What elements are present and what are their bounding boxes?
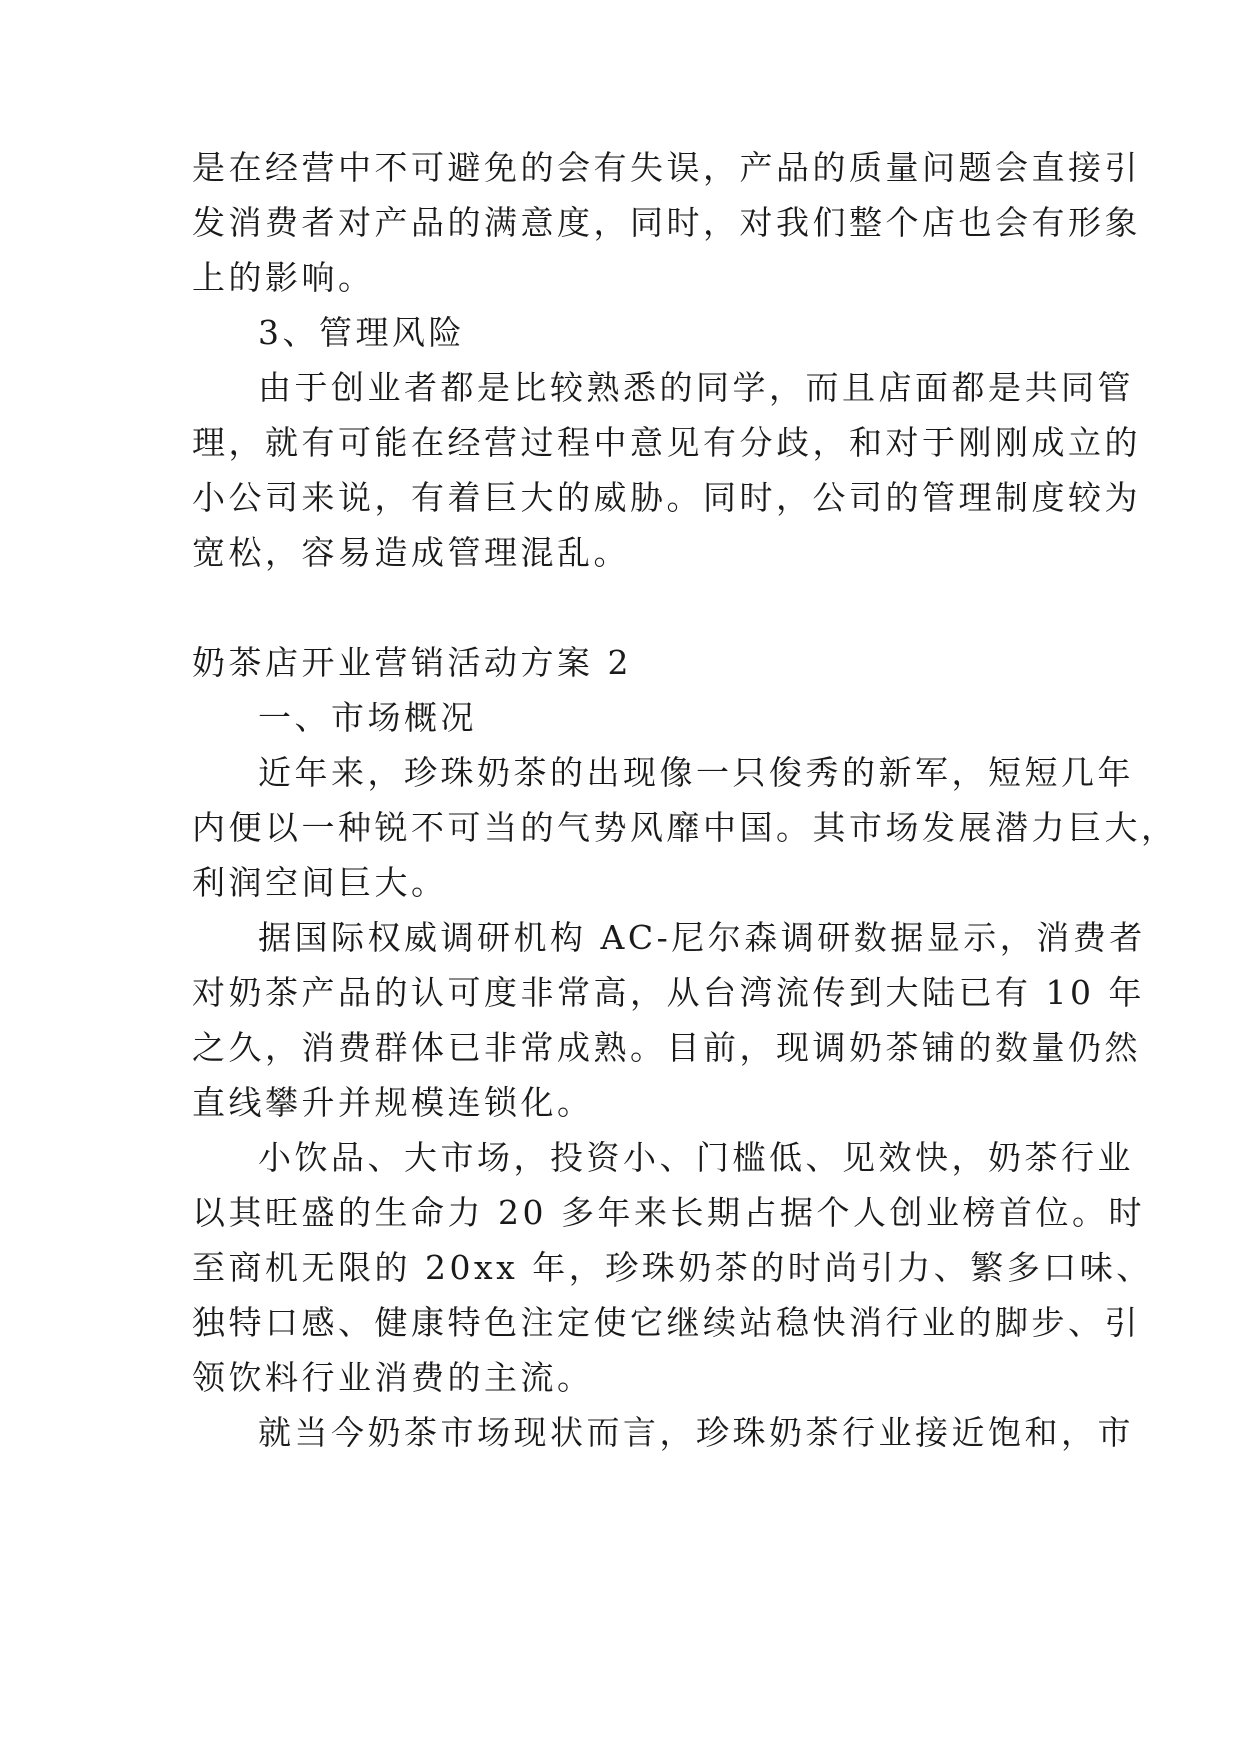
body-text-line: 小饮品、大市场，投资小、门槛低、见效快，奶茶行业 bbox=[258, 1138, 1134, 1177]
body-text-line: 据国际权威调研机构 AC-尼尔森调研数据显示，消费者 bbox=[258, 918, 1146, 957]
subheading: 一、市场概况 bbox=[258, 698, 477, 737]
body-text-line: 是在经营中不可避免的会有失误，产品的质量问题会直接引 bbox=[192, 148, 1141, 187]
body-text-line: 利润空间巨大。 bbox=[192, 863, 448, 902]
body-text-line: 对奶茶产品的认可度非常高，从台湾流传到大陆已有 10 年 bbox=[192, 973, 1145, 1012]
body-text-line: 近年来，珍珠奶茶的出现像一只俊秀的新军，短短几年 bbox=[258, 753, 1134, 792]
body-text-line: 小公司来说，有着巨大的威胁。同时，公司的管理制度较为 bbox=[192, 478, 1141, 517]
body-text-line: 由于创业者都是比较熟悉的同学，而且店面都是共同管 bbox=[258, 368, 1134, 407]
body-text-line: 领饮料行业消费的主流。 bbox=[192, 1358, 594, 1397]
body-text-line: 发消费者对产品的满意度，同时，对我们整个店也会有形象 bbox=[192, 203, 1141, 242]
body-text-line: 宽松，容易造成管理混乱。 bbox=[192, 533, 630, 572]
section-title: 奶茶店开业营销活动方案 2 bbox=[192, 643, 632, 682]
body-text-line: 至商机无限的 20xx 年，珍珠奶茶的时尚引力、繁多口味、 bbox=[192, 1248, 1153, 1287]
body-text-line: 理，就有可能在经营过程中意见有分歧，和对于刚刚成立的 bbox=[192, 423, 1141, 462]
body-text-line: 上的影响。 bbox=[192, 258, 375, 297]
body-text-line: 就当今奶茶市场现状而言，珍珠奶茶行业接近饱和，市 bbox=[258, 1413, 1134, 1452]
body-text-line: 独特口感、健康特色注定使它继续站稳快消行业的脚步、引 bbox=[192, 1303, 1141, 1342]
subheading: 3、管理风险 bbox=[258, 313, 465, 352]
body-text-line: 以其旺盛的生命力 20 多年来长期占据个人创业榜首位。时 bbox=[192, 1193, 1145, 1232]
body-text-line: 内便以一种锐不可当的气势风靡中国。其市场发展潜力巨大， bbox=[192, 808, 1178, 847]
body-text-line: 直线攀升并规模连锁化。 bbox=[192, 1083, 594, 1122]
body-text-line: 之久，消费群体已非常成熟。目前，现调奶茶铺的数量仍然 bbox=[192, 1028, 1141, 1067]
